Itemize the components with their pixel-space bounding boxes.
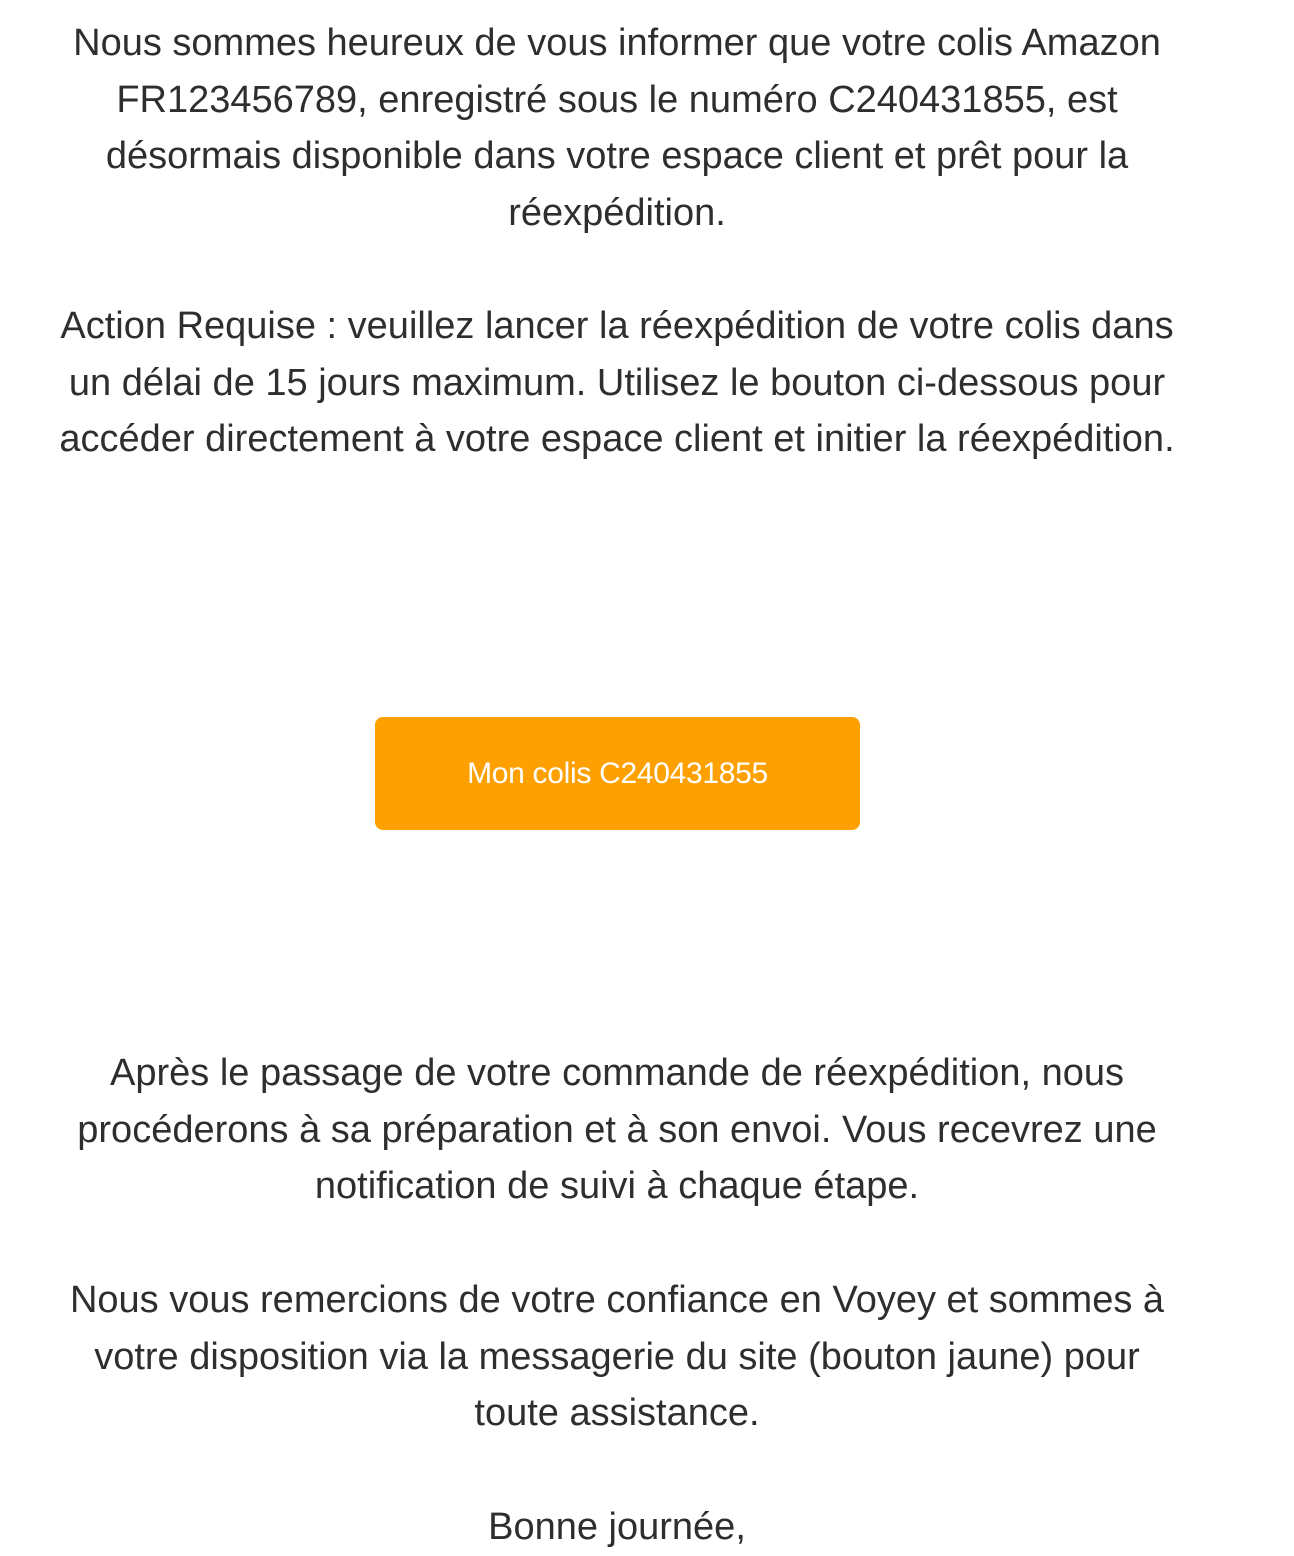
my-parcel-button-label: Mon colis C240431855 (467, 756, 768, 790)
thanks-paragraph: Nous vous remercions de votre confiance en Voyey et sommes à votre disposition via la messagerie du site (bouton jaune) pour toute assistance. (69, 1279, 1165, 1434)
my-parcel-button[interactable] (375, 717, 860, 830)
after-order-paragraph: Après le passage de votre commande de réexpédition, nous procéderons à sa préparation et à son envoi. Vous recevrez une notification de suivi à chaque étape. (77, 1052, 1157, 1207)
action-required-paragraph: Action Requise : veuillez lancer la réexpédition de votre colis dans un délai de 15 jours maximum. Utilisez le bouton ci-dessous pour accéder directement à votre espace client et initier la réexpédition. (59, 305, 1175, 460)
closing-line: Bonne journée, (488, 1506, 746, 1548)
intro-paragraph: Nous sommes heureux de vous informer que votre colis Amazon FR123456789, enregistré sous le numéro C240431855, est désormais disponible dans votre espace client et prêt pour la réexpédition. (73, 22, 1161, 234)
